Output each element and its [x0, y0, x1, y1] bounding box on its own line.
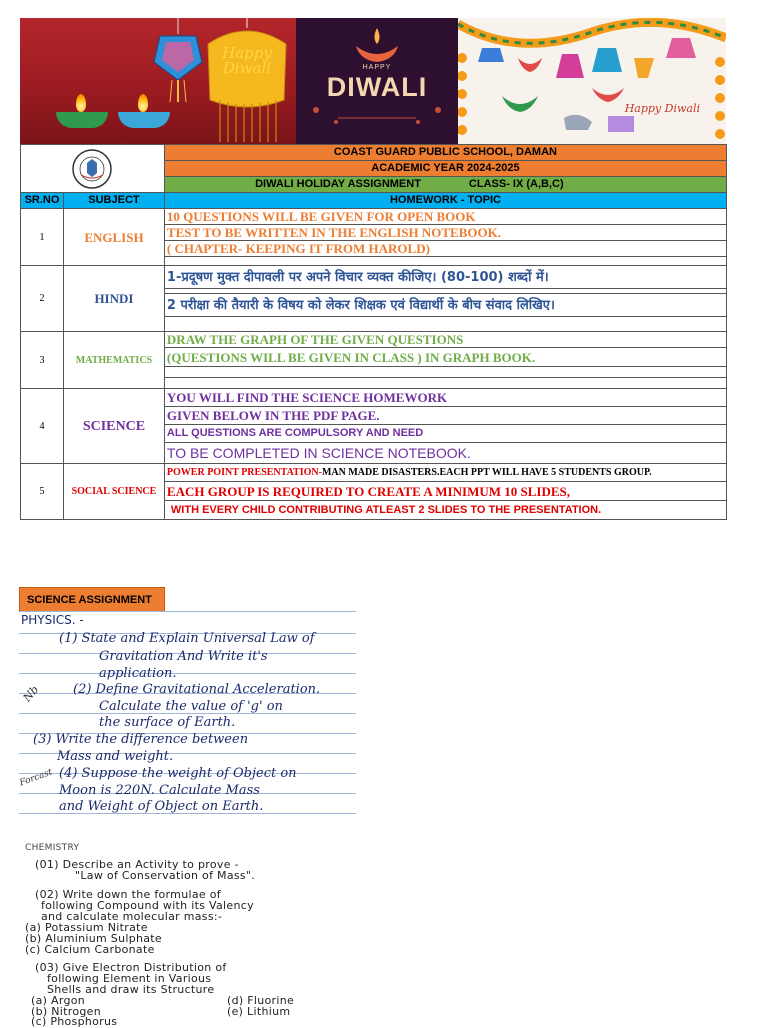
flame-icon	[76, 94, 86, 112]
physics-line-8: Mass and weight.	[57, 749, 174, 764]
blank-cell	[164, 378, 726, 389]
physics-line-4: (2) Define Gravitational Acceleration.	[73, 682, 321, 697]
row-sr: 5	[21, 464, 64, 520]
row-sr: 3	[21, 332, 64, 389]
social-line-1-text: MAN MADE DISASTERS.EACH PPT WILL HAVE 5 STUDENTS GROUP.	[321, 467, 652, 478]
flame-icon	[138, 94, 148, 112]
banner-center-image	[296, 18, 458, 144]
banner-right-greeting: Happy Diwali	[624, 102, 700, 115]
homework-table	[20, 144, 727, 520]
header-topic: HOMEWORK - TOPIC	[164, 193, 726, 209]
margin-note: Nb	[20, 683, 42, 705]
hindi-line-2: 2 परीक्षा की तैयारी के विषय को लेकर शिक्षक एवं विद्यार्थी के बीच संवाद लिखिए।	[164, 294, 726, 317]
school-logo-cell	[21, 145, 165, 193]
diwali-banner	[20, 18, 726, 144]
math-line-2: (QUESTIONS WILL BE GIVEN IN CLASS ) IN GRAPH BOOK.	[164, 348, 726, 367]
banner-left-image	[20, 18, 296, 144]
assignment-title: DIWALI HOLIDAY ASSIGNMENT	[255, 178, 421, 190]
header-srno: SR.NO	[21, 193, 64, 209]
physics-line-1: (1) State and Explain Universal Law of	[59, 631, 315, 646]
physics-line-10: Moon is 220N. Calculate Mass	[59, 783, 260, 798]
physics-line-5: Calculate the value of 'g' on	[99, 699, 283, 714]
physics-line-6: the surface of Earth.	[99, 715, 236, 730]
row-sr: 4	[21, 389, 64, 464]
chem-line-15: (e) Lithium	[227, 1005, 291, 1018]
chem-line-7: (b) Aluminium Sulphate	[25, 932, 162, 945]
physics-line-11: and Weight of Object on Earth.	[59, 799, 264, 814]
banner-center-happy: HAPPY	[362, 64, 392, 71]
math-line-1: DRAW THE GRAPH OF THE GIVEN QUESTIONS	[164, 332, 726, 348]
physics-line-7: (3) Write the difference between	[33, 732, 249, 747]
social-line-3: WITH EVERY CHILD CONTRIBUTING ATLEAST 2 SLIDES TO THE PRESENTATION.	[164, 501, 726, 520]
assignment-title-row	[164, 177, 726, 193]
chem-line-13: (d) Fluorine	[227, 994, 295, 1007]
chem-line-14: (b) Nitrogen	[31, 1005, 101, 1018]
physics-line-2: Gravitation And Write it's	[99, 649, 268, 664]
physics-line-9: (4) Suppose the weight of Object on	[59, 766, 297, 781]
class-label: CLASS- IX (A,B,C)	[468, 178, 564, 190]
physics-notebook-page	[19, 611, 356, 826]
blank-cell	[164, 317, 726, 332]
banner-right-image	[458, 18, 726, 144]
subject-hindi: HINDI	[63, 266, 164, 332]
blank-cell	[164, 257, 726, 266]
social-line-2: EACH GROUP IS REQUIRED TO CREATE A MINIMUM 10 SLIDES,	[164, 482, 726, 501]
chem-line-10: following Element in Various	[47, 972, 212, 985]
diya-icon	[118, 112, 170, 128]
physics-line-3: application.	[99, 666, 177, 681]
school-name: COAST GUARD PUBLIC SCHOOL, DAMAN	[164, 145, 726, 161]
science-line-4: TO BE COMPLETED IN SCIENCE NOTEBOOK.	[164, 443, 726, 464]
chemistry-notebook-page	[19, 838, 356, 1028]
academic-year: ACADEMIC YEAR 2024-2025	[164, 161, 726, 177]
row-sr: 2	[21, 266, 64, 332]
chem-line-3: (02) Write down the formulae of	[35, 888, 221, 901]
english-line-1: 10 QUESTIONS WILL BE GIVEN FOR OPEN BOOK	[164, 209, 726, 225]
chem-line-1: (01) Describe an Activity to prove -	[35, 858, 239, 871]
chem-line-16: (c) Phosphorus	[31, 1015, 118, 1028]
blank-cell	[164, 367, 726, 378]
diya-icon	[56, 112, 108, 128]
chem-line-9: (03) Give Electron Distribution of	[35, 961, 227, 974]
science-line-3: ALL QUESTIONS ARE COMPULSORY AND NEED	[164, 425, 726, 443]
chem-line-12: (a) Argon	[31, 994, 86, 1007]
subject-mathematics: MATHEMATICS	[63, 332, 164, 389]
school-logo	[57, 147, 127, 191]
chem-line-2: "Law of Conservation of Mass".	[75, 869, 256, 882]
ppt-prefix: POWER POINT PRESENTATION-	[166, 467, 322, 478]
social-line-1	[164, 464, 726, 482]
english-line-3: ( CHAPTER- KEEPING IT FROM HAROLD)	[164, 241, 726, 257]
banner-center-title: DIWALI	[326, 72, 428, 102]
header-subject: SUBJECT	[63, 193, 164, 209]
science-assignment-label: SCIENCE ASSIGNMENT	[19, 587, 165, 613]
row-sr: 1	[21, 209, 64, 266]
english-line-2: TEST TO BE WRITTEN IN THE ENGLISH NOTEBOOK.	[164, 225, 726, 241]
chem-line-8: (c) Calcium Carbonate	[25, 943, 155, 956]
physics-title: PHYSICS. -	[21, 613, 84, 627]
chem-line-6: (a) Potassium Nitrate	[25, 921, 148, 934]
margin-note: Forcast	[18, 767, 54, 789]
hindi-line-1: 1-प्रदूषण मुक्त दीपावली पर अपने विचार व्यक्त कीजिए। (80-100) शब्दों में।	[164, 266, 726, 289]
subject-social-science: SOCIAL SCIENCE	[63, 464, 164, 520]
chem-line-4: following Compound with its Valency	[41, 899, 254, 912]
chem-line-11: Shells and draw its Structure	[47, 983, 215, 996]
chemistry-title: CHEMISTRY	[25, 843, 80, 853]
banner-left-greeting: Happy Diwali	[222, 44, 272, 77]
subject-english: ENGLISH	[63, 209, 164, 266]
garland-art	[458, 18, 726, 144]
science-line-1: YOU WILL FIND THE SCIENCE HOMEWORK	[164, 389, 726, 407]
chem-line-5: and calculate molecular mass:-	[41, 910, 223, 923]
science-line-2: GIVEN BELOW IN THE PDF PAGE.	[164, 407, 726, 425]
subject-science: SCIENCE	[63, 389, 164, 464]
